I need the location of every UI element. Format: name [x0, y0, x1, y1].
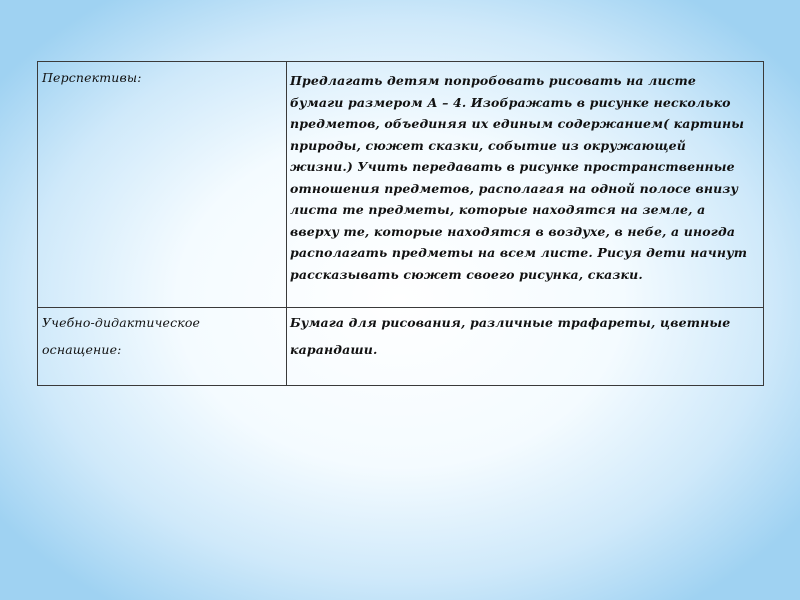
- perspectives-label: Перспективы:: [38, 62, 287, 308]
- info-table: [37, 61, 764, 386]
- equipment-label: Учебно-дидактическое оснащение:: [38, 308, 287, 386]
- table-row-perspectives: [38, 62, 764, 308]
- equipment-text: Бумага для рисования, различные трафареты, цветные карандаши.: [287, 308, 764, 386]
- table-row-equipment: [38, 308, 764, 386]
- perspectives-text: Предлагать детям попробовать рисовать на листе бумаги размером А – 4. Изображать в рисунке несколько предметов, объединяя их единым содержанием( картины природы, сюжет сказки, событие из окружающей жизни.) Учить передавать в рисунке пространственные отношения предметов, располагая на одной полосе внизу листа те предметы, которые находятся на земле, а вверху те, которые находятся в воздухе, в небе, а иногда располагать предметы на всем листе. Рисуя дети начнут рассказывать сюжет своего рисунка, сказки.: [287, 62, 764, 308]
